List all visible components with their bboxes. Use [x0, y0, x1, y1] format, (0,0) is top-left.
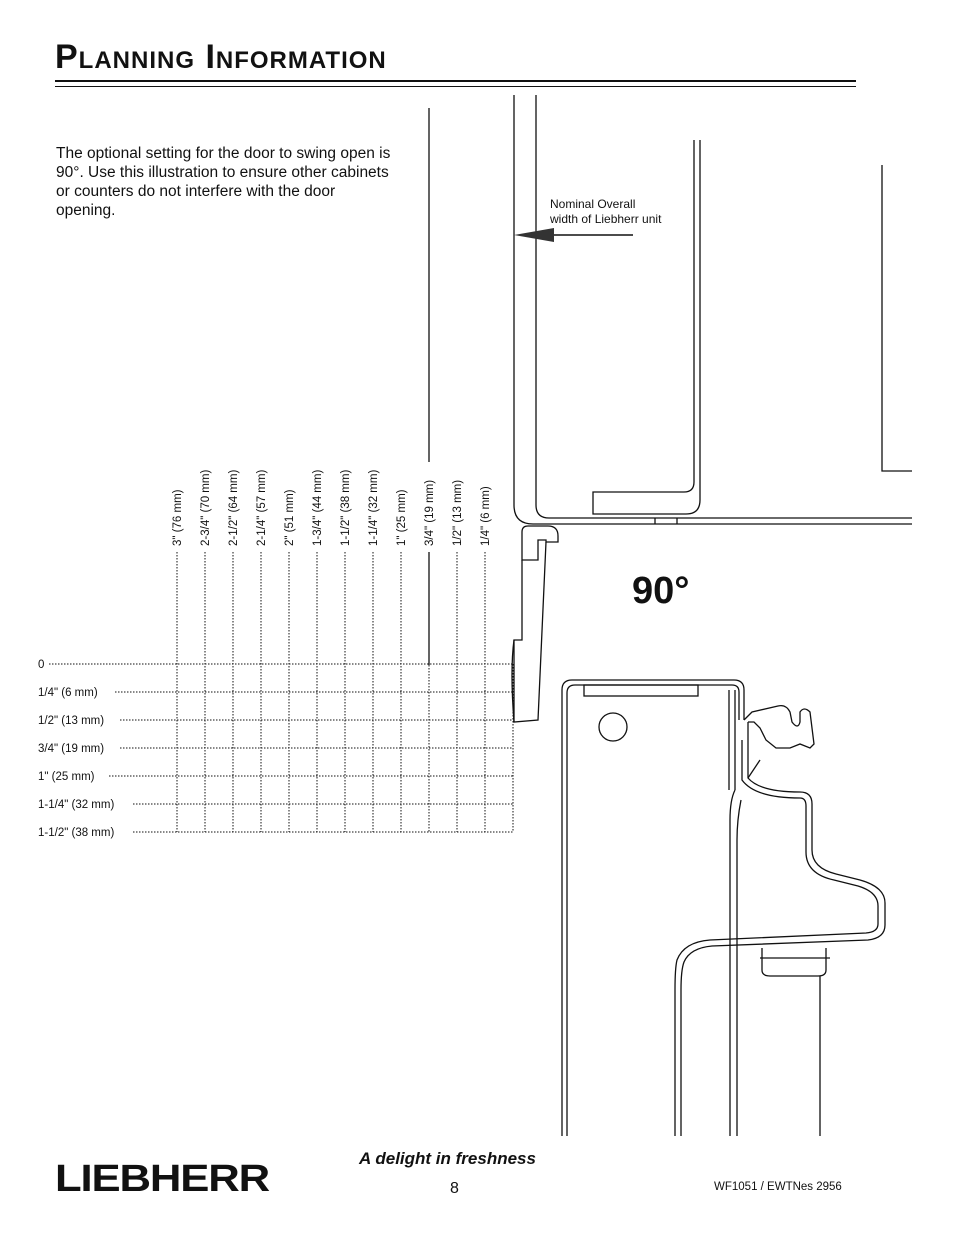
tagline: A delight in freshness — [359, 1149, 536, 1168]
row-label: 1-1/2" (38 mm) — [38, 827, 115, 839]
callout-line2: width of Liebherr unit — [550, 212, 662, 226]
door-hinge — [512, 526, 558, 722]
column-label: 1/4" (6 mm) — [480, 486, 492, 546]
open-door — [562, 680, 885, 1136]
column-label: 1-1/2" (38 mm) — [340, 469, 352, 546]
page-number: 8 — [450, 1180, 459, 1197]
document-code: WF1051 / EWTNes 2956 — [714, 1181, 842, 1193]
row-label: 1/2" (13 mm) — [38, 715, 105, 727]
column-label: 1/2" (13 mm) — [452, 479, 464, 546]
column-label: 1" (25 mm) — [396, 489, 408, 546]
row-label: 0 — [38, 659, 45, 671]
column-label: 2-1/4" (57 mm) — [256, 469, 268, 546]
nominal-width-arrow — [514, 228, 633, 242]
cabinet-wall — [514, 95, 912, 524]
intro-paragraph: The optional setting for the door to swing open is 90°. Use this illustration to ensure other cabinets or counters do not interfere with the door opening. — [56, 145, 391, 219]
column-label: 1-3/4" (44 mm) — [312, 469, 324, 546]
row-label: 3/4" (19 mm) — [38, 743, 105, 755]
row-label: 1" (25 mm) — [38, 771, 95, 783]
clearance-grid-rows — [49, 664, 513, 832]
column-label: 1-1/4" (32 mm) — [368, 469, 380, 546]
column-label: 2" (51 mm) — [284, 489, 296, 546]
liebherr-logo — [55, 1160, 271, 1196]
column-label: 3" (76 mm) — [172, 489, 184, 546]
page-title: Planning Information — [55, 38, 387, 76]
svg-text:LIEBHERR: LIEBHERR — [55, 1160, 270, 1196]
column-label: 2-1/2" (64 mm) — [228, 469, 240, 546]
angle-label: 90° — [632, 570, 690, 612]
callout-line1: Nominal Overall — [550, 197, 636, 211]
column-label: 3/4" (19 mm) — [424, 479, 436, 546]
row-label: 1-1/4" (32 mm) — [38, 799, 115, 811]
column-label: 2-3/4" (70 mm) — [200, 469, 212, 546]
row-label: 1/4" (6 mm) — [38, 687, 98, 699]
